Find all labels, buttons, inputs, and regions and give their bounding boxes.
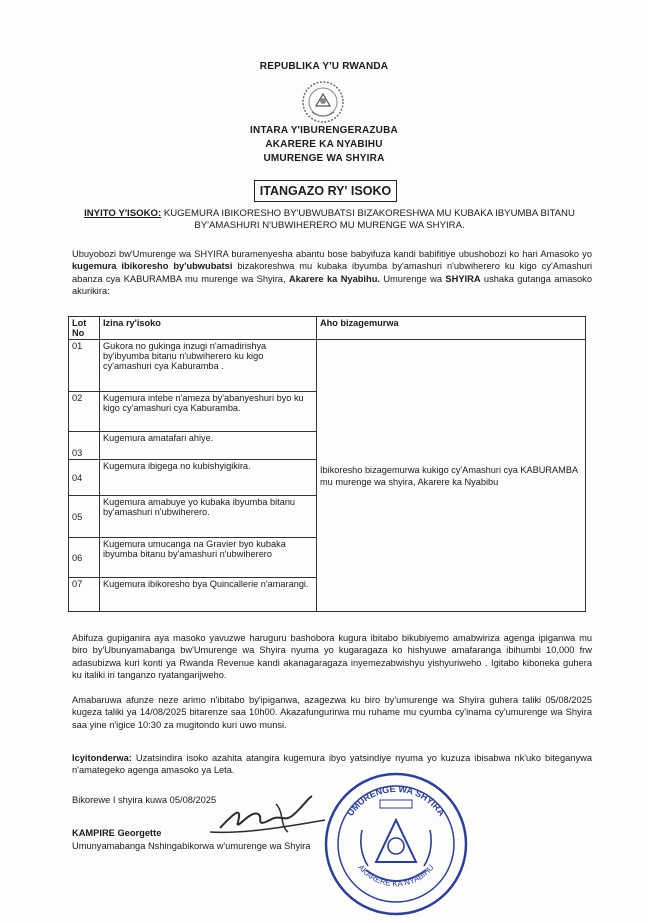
subject-text: KUGEMURA IBIKORESHO BY'UBWUBATSI BIZAKORESHWA MU KUBAKA IBYUMBA BITANU BY'AMASHURI N'UBWIHERERO MU MURENGE WA SHYIRA. [163,208,575,231]
stamp-bottom-text: AKARERE KA NYABIHU [356,862,436,889]
lot-name: Kugemura umucanga na Gravier byo kubaka ibyumba bitanu by'amashuri n'ubwiherero [100,538,317,578]
lots-table [68,316,586,612]
intro-bold-3: SHYIRA [445,273,481,284]
lot-name-header: Izina ry'isoko [100,317,317,340]
stamp-top-text: UMURENGE WA SHYIRA [345,783,447,818]
republic-heading: REPUBLIKA Y'U RWANDA [259,61,389,72]
intro-text-3: Umurenge wa [379,273,446,284]
svg-text:UMURENGE WA SHYIRA [345,784,447,818]
intro-text-1: Ubuyobozi bw'Umurenge wa SHYIRA buramenyesha abantu bose babyifuza kandi babifitiye ubushobozi ko hari Amasoko yo [72,249,592,259]
subject-label: INYITO Y'ISOKO: [84,208,162,219]
delivery-place-header: Aho bizagemurwa [317,317,586,340]
lot-number: 05 [69,496,100,538]
intro-bold-1: kugemura ibikoresho by'ubwubatsi [72,261,233,272]
lot-name: Gukora no gukinga inzugi n'amadirishya by'ibyumba bitanu n'ubwiherero ku kigo cy'amashuri cya Kaburamba . [100,340,317,392]
rwanda-emblem-icon [300,80,346,124]
signatory-role: Umunyamabanga Nshingabikorwa w'umurenge wa Shyira [72,841,311,851]
intro-text-4: ushaka gutanga amasoko akurikira: [72,273,593,297]
lot-number: 06 [69,538,100,578]
lot-number: 03 [69,432,100,460]
lot-name: Kugemura amatafari ahiye. [100,432,317,460]
lot-no-header: Lot No [69,317,100,340]
place-date: Bikorewe I shyira kuwa 05/08/2025 [72,795,217,805]
lot-name: Kugemura ibikoresho bya Quincallerie n'amarangi. [100,578,317,612]
signatory-name: KAMPIRE Georgette [72,828,162,838]
svg-text:AKARERE KA NYABIHU [356,863,436,889]
deadline-paragraph: Amabaruwa afunze neze arimo n'ibitabo by'ipiganwa, azagezwa ku biro by'umurenge wa Shyira guhera taliki 05/08/2025 kugeza taliki ya 14/08/2025 bitarenze saa 10h00. Akazafungurirwa mu ruhame mu cyumba cy'inama cy'umurenge wa Shyira saa yine n'igice 10:30 za mugitondo kuri uwo munsi. [72,695,592,730]
table-header-row [69,317,586,340]
table-row [69,340,586,392]
lot-number: 07 [69,578,100,612]
documents-paragraph: Abifuza gupiganira aya masoko yavuzwe haruguru bashobora kugura ibitabo bikubiyemo amabwiriza agenga ipiganwa mu biro by'Ubunyamabanga bw'Umurenge wa Shyira nyuma yo kugaragaza ko hishyuwe amafaranga ibihumbi 10,000 frw adasubizwa kuri konti ya Rwanda Revenue kandi akanagaragaza inyemezabwishyu yishyuriweho . Igitabo kiboneka guhera ku italiki iri tanganzo ryatangarijweho. [72,633,592,681]
note-text: Uzatsindira isoko azahita atangira kugemura ibyo yatsindiye nyuma yo kuzuza ibisabwa nk'uko biteganywa n'amategeko agenga amasoko ya Leta. [72,753,592,776]
note-label: Icyitonderwa: [72,753,132,763]
sector-heading: UMURENGE WA SHYIRA [263,153,385,164]
lot-number: 02 [69,392,100,432]
intro-text-2: bizakoreshwa mu kubaka ibyumba by'amashuri n'ubwiherero ku kigo cy'Amashuri abanza cya KABURAMBA mu murenge wa Shyira, [72,261,593,284]
intro-paragraph [72,248,592,298]
district-heading: AKARERE KA NYABIHU [265,139,383,150]
lot-name: Kugemura intebe n'ameza by'abanyeshuri byo ku kigo cy'amashuri cya Kaburamba. [100,392,317,432]
lot-number: 01 [69,340,100,392]
province-heading: INTARA Y'IBURENGERAZUBA [250,125,398,136]
official-stamp-icon [322,770,470,918]
intro-bold-2: Akarere ka Nyabihu. [288,273,380,284]
lot-name: Kugemura amabuye yo kubaka ibyumba bitanu by'amashuri n'ubwiherero. [100,496,317,538]
lot-number: 04 [69,460,100,496]
notice-title: ITANGAZO RY' ISOKO [254,180,397,202]
tender-subject [72,208,587,232]
lot-name: Kugemura ibigega no kubishyigikira. [100,460,317,496]
delivery-place: Ibikoresho bizagemurwa kukigo cy'Amashuri cya KABURAMBA mu murenge wa shyira, Akarere ka Nyabibu [317,340,586,612]
